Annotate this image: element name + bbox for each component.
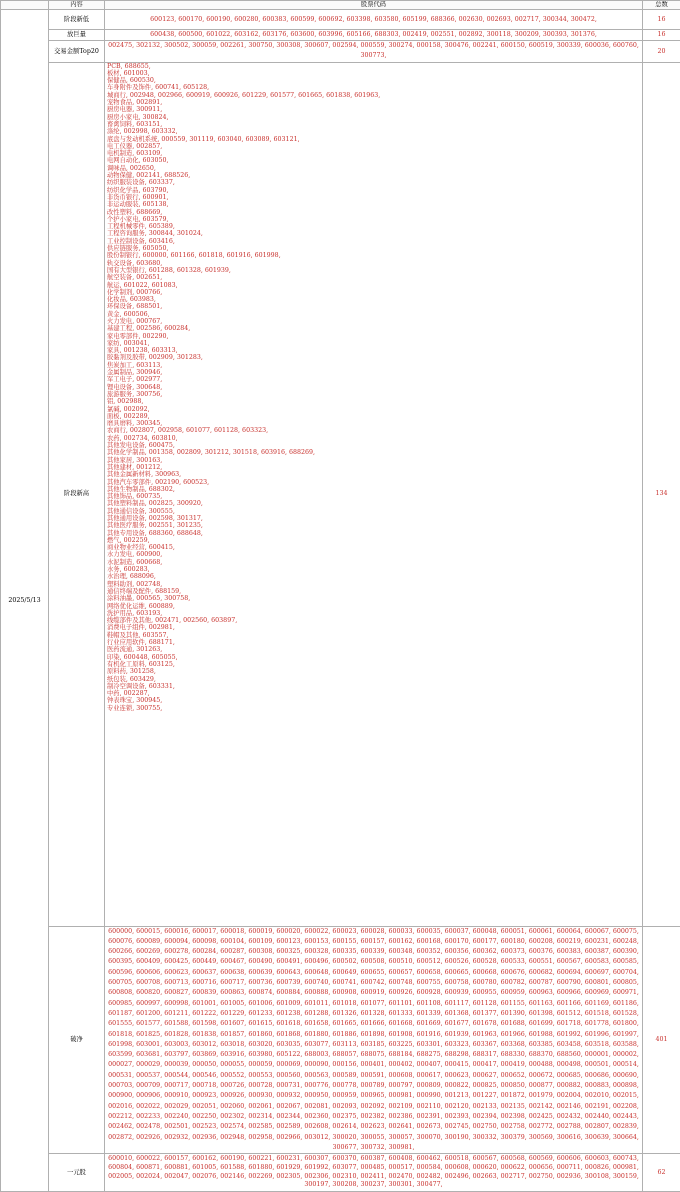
industry-line: 消费电子组件, 002981, [107, 624, 640, 631]
industry-line: 厨房小家电, 300824, [107, 114, 640, 121]
industry-line: 股份制银行, 600000, 601166, 601818, 601916, 601998, [107, 252, 640, 259]
industry-line: 供应链服务, 605050, [107, 245, 640, 252]
row-codes: 600438, 600500, 601022, 603162, 603176, 603600, 603996, 605166, 688303, 002419, 002551, 002892, 300118, 300209, 300393, 301376, [105, 30, 643, 41]
header-date [1, 1, 49, 10]
industry-line: 厨房电器, 300911, [107, 106, 640, 113]
industry-line: 水治理, 688096, [107, 573, 640, 580]
industry-line: 制冷空调设备, 603331, [107, 683, 640, 690]
industry-line: 鞋帽及其他, 603557, [107, 632, 640, 639]
industry-line: 家电零部件, 002290, [107, 333, 640, 340]
header-codes: 股票代码 [105, 1, 643, 10]
industry-line: 火力发电, 000767, [107, 318, 640, 325]
industry-line: 基建工程, 002586, 600284, [107, 325, 640, 332]
row-count: 16 [643, 30, 680, 41]
row-count: 134 [643, 62, 680, 926]
industry-line: 网络优化运维, 600889, [107, 603, 640, 610]
industry-line: 行业应用软件, 688171, [107, 639, 640, 646]
industry-line: 纸包装, 603429, [107, 676, 640, 683]
industry-line: 航运, 601022, 601083, [107, 282, 640, 289]
industry-line: 其他建材, 001212, [107, 464, 640, 471]
date-cell: 2025/5/13 [1, 10, 49, 1192]
industry-line: 其他金属新材料, 300963, [107, 471, 640, 478]
industry-line: 燃气, 002259, [107, 537, 640, 544]
industry-line: 锂电设备, 300648, [107, 384, 640, 391]
industry-line: 改性塑料, 688669, [107, 209, 640, 216]
industry-line: 胶黏剂及胶带, 002909, 301283, [107, 354, 640, 361]
industry-line: 专业连锁, 300755, [107, 705, 640, 712]
industry-line: 铝, 002988, [107, 398, 640, 405]
row-kind: 破净 [49, 926, 105, 1154]
industry-line: 印染, 600448, 605055, [107, 654, 640, 661]
industry-line: 通信终端及配件, 688159, [107, 588, 640, 595]
industry-line: 其他专用设备, 688360, 688648, [107, 530, 640, 537]
row-codes: 600123, 600170, 600190, 600280, 600383, 600599, 600692, 603398, 603580, 605199, 688366, 002630, 002693, 002717, 300344, 300472, [105, 10, 643, 30]
industry-line: 其他饰品, 600735, [107, 493, 640, 500]
industry-line: 工程咨询服务, 300844, 301024, [107, 230, 640, 237]
table-row [1, 30, 680, 41]
row-count: 20 [643, 41, 680, 63]
row-kind: 阶段新高 [49, 62, 105, 926]
industry-line: 纺织服装设备, 603337, [107, 179, 640, 186]
industry-line: 面板, 002289, [107, 413, 640, 420]
industry-line: 其他医疗服务, 002551, 301235, [107, 522, 640, 529]
industry-line: 氯碱, 002092, [107, 406, 640, 413]
row-kind: 交易金额Top20 [49, 41, 105, 63]
industry-line: 电机制造, 603109, [107, 150, 640, 157]
industry-line: 黄金, 600506, [107, 311, 640, 318]
industry-line: 城商行, 002948, 002966, 600919, 600926, 601229, 601577, 601665, 601838, 601963, [107, 92, 640, 99]
industry-line: 线缆部件及其他, 002471, 002560, 603897, [107, 617, 640, 624]
industry-line: 农药, 002734, 603810, [107, 435, 640, 442]
row-kind: 放巨量 [49, 30, 105, 41]
industry-line: 水务, 600283, [107, 566, 640, 573]
industry-line: 畜禽饲料, 603151, [107, 121, 640, 128]
industry-line: 车身附件及饰件, 600741, 605128, [107, 84, 640, 91]
row-kind: 阶段新低 [49, 10, 105, 30]
industry-line: 调味品, 002650, [107, 165, 640, 172]
industry-line: 其他发电设备, 600475, [107, 442, 640, 449]
industry-line: 农商行, 002807, 002958, 601077, 601128, 603323, [107, 427, 640, 434]
industry-line: 航空装备, 002651, [107, 274, 640, 281]
table-row [1, 1154, 680, 1192]
industry-line: 非运动服装, 605138, [107, 201, 640, 208]
table-row [1, 926, 680, 1154]
industry-line: 环保设备, 688501, [107, 303, 640, 310]
industry-line: PCB, 688655, [107, 63, 640, 70]
industry-line: 其他通信设备, 300555, [107, 508, 640, 515]
industry-line: 水力发电, 600900, [107, 551, 640, 558]
industry-line: 板材, 601003, [107, 70, 640, 77]
new-high-industry-list [105, 62, 643, 926]
industry-line: 工业控制设备, 603416, [107, 238, 640, 245]
industry-line: 其他化学制品, 001358, 002809, 301212, 301518, 603916, 688269, [107, 449, 640, 456]
industry-line: 其他通用设备, 002598, 301317, [107, 515, 640, 522]
industry-line: 塑料助剂, 002748, [107, 581, 640, 588]
industry-line: 旅游服务, 300756, [107, 391, 640, 398]
industry-line: 涂料油墨, 000565, 300758, [107, 595, 640, 602]
row-count: 401 [643, 926, 680, 1154]
industry-line: 纺织化学品, 603790, [107, 187, 640, 194]
industry-line: 家纺, 003041, [107, 340, 640, 347]
industry-line: 轨交设备, 603680, [107, 260, 640, 267]
industry-line: 其他生物制品, 688302, [107, 486, 640, 493]
industry-line: 其他家居, 300163, [107, 457, 640, 464]
industry-line: 磨具磨料, 300345, [107, 420, 640, 427]
industry-line: 原料药, 301258, [107, 668, 640, 675]
industry-line: 底盘与发动机系统, 000559, 301119, 603040, 603089, 603121, [107, 136, 640, 143]
industry-line: 有机化工原料, 603125, [107, 661, 640, 668]
industry-line: 个护小家电, 603579, [107, 216, 640, 223]
industry-line: 水泥制造, 600668, [107, 559, 640, 566]
table-row [1, 62, 680, 926]
header-row [1, 1, 680, 10]
row-count: 16 [643, 10, 680, 30]
industry-line: 军工电子, 002977, [107, 376, 640, 383]
industry-line: 家具, 001238, 603313, [107, 347, 640, 354]
industry-line: 宠物食品, 002891, [107, 99, 640, 106]
industry-line: 涤纶, 002998, 603332, [107, 128, 640, 135]
industry-line: 电工仪器, 002857, [107, 143, 640, 150]
row-count: 62 [643, 1154, 680, 1192]
industry-line: 电网自动化, 603050, [107, 157, 640, 164]
row-codes: 002475, 302132, 300502, 300059, 002261, 300750, 300308, 300607, 002594, 000559, 300274, 000158, 300476, 002241, 600150, 600519, 300339, 600036, 600760, 300773, [105, 41, 643, 63]
industry-line: 化妆品, 603983, [107, 296, 640, 303]
industry-line: 国有大型银行, 601288, 601328, 601939, [107, 267, 640, 274]
header-total: 总数 [643, 1, 680, 10]
industry-line: 其他汽车零部件, 002190, 600523, [107, 479, 640, 486]
industry-line: 工程机械零件, 605389, [107, 223, 640, 230]
row-codes: 600010, 600022, 600157, 600162, 600190, 600221, 600231, 600307, 600370, 600387, 600408, 600462, 600518, 600567, 600568, 600569, 600606, 600603, 600743, 600804, 600871, 600881, 601005, 601588, 601880, 601929, 601992, 603077, 000485, 000517, 000584, 000608, 000620, 000622, 000656, 000711, 000826, 000981, 002005, 002024, 002047, 002076, 002146, 002269, 002305, 002306, 002310, 002411, 002470, 002482, 002496, 002663, 002717, 002750, 002936, 300108, 300159, 300197, 300208, 300237, 300301, 300477, [105, 1154, 643, 1192]
industry-line: 钟表珠宝, 300945, [107, 697, 640, 704]
row-kind: 一元股 [49, 1154, 105, 1192]
industry-line: 商业物业经营, 600415, [107, 544, 640, 551]
industry-line: 保健品, 600530, [107, 77, 640, 84]
industry-line: 洗护用品, 603193, [107, 610, 640, 617]
header-content: 内容 [49, 1, 105, 10]
table-row [1, 41, 680, 63]
industry-line: 中药, 002287, [107, 690, 640, 697]
industry-line: 化学制剂, 000766, [107, 289, 640, 296]
industry-line: 医药流通, 301263, [107, 646, 640, 653]
industry-line: 其他塑料制品, 002825, 300920, [107, 500, 640, 507]
industry-line: 动物保健, 002141, 688526, [107, 172, 640, 179]
row-codes: 600000, 600015, 600016, 600017, 600018, 600019, 600020, 600022, 600023, 600028, 600033, 600035, 600037, 600048, 600051, 600061, 600064, 600067, 600075, 600076, 600089, 600094, 600098, 600104, 600109, 600123, 600153, 600155, 600157, 600162, 600168, 600170, 600177, 600180, 600208, 600219, 600231, 600248, 600266, 600269, 600278, 600284, 600287, 600308, 600325, 600328, 600335, 600339, 600348, 600352, 600356, 600362, 600373, 600376, 600383, 600387, 600390, 600395, 600409, 600425, 600449, 600467, 600490, 600491, 600496, 600502, 600508, 600510, 600512, 600526, 600528, 600533, 600551, 600567, 600583, 600585, 600596, 600606, 600623, 600637, 600638, 600639, 600643, 600648, 600649, 600655, 600657, 600658, 600665, 600668, 600676, 600682, 600694, 600697, 600704, 600705, 600708, 600713, 600716, 600717, 600736, 600739, 600740, 600741, 600742, 600748, 600755, 600758, 600780, 600782, 600787, 600790, 600801, 600805, 600808, 600820, 600827, 600839, 600863, 600874, 600884, 600888, 600908, 600919, 600926, 600928, 600939, 600955, 600959, 600963, 600966, 600969, 600971, 600985, 600997, 600998, 601001, 601005, 601006, 601009, 601011, 601018, 601077, 601101, 601108, 601117, 601128, 601155, 601163, 601166, 601169, 601186, 601187, 601200, 601211, 601222, 601229, 601233, 601238, 601288, 601326, 601328, 601333, 601339, 601368, 601377, 601390, 601398, 601512, 601518, 601528, 601555, 601577, 601588, 601598, 601607, 601615, 601618, 601658, 601665, 601666, 601668, 601669, 601677, 601678, 601688, 601699, 601718, 601778, 601800, 601818, 601825, 601828, 601838, 601857, 601860, 601868, 601880, 601886, 601898, 601908, 601916, 601939, 601963, 601966, 601988, 601992, 601996, 601997, 601998, 603001, 603003, 603012, 603018, 603020, 603035, 603077, 603113, 603185, 603225, 603301, 603323, 603367, 603368, 603385, 603458, 603518, 603588, 603599, 603681, 603797, 603869, 603916, 603980, 605122, 688003, 688057, 688075, 688184, 688275, 688298, 688317, 688330, 688370, 688560, 000001, 000002, 000027, 000029, 000039, 000050, 000055, 000059, 000069, 000090, 000156, 000401, 000402, 000407, 000415, 000417, 000419, 000488, 000498, 000501, 000514, 000531, 000537, 000544, 000546, 000552, 000553, 000560, 000563, 000589, 000591, 000608, 000617, 000623, 000627, 000652, 000672, 000685, 000686, 000690, 000703, 000709, 000717, 000718, 000726, 000728, 000731, 000776, 000778, 000789, 000797, 000809, 000822, 000825, 000850, 000877, 000882, 000883, 000898, 000900, 000906, 000910, 000923, 000926, 000930, 000932, 000950, 000959, 000965, 000981, 000990, 001213, 001227, 001872, 001979, 002004, 002010, 002015, 002016, 002022, 002029, 002051, 002060, 002061, 002067, 002081, 002093, 002092, 002109, 002110, 002120, 002133, 002135, 002142, 002146, 002191, 002208, 002212, 002233, 002240, 002250, 002302, 002314, 002344, 002360, 002375, 002382, 002386, 002391, 002393, 002394, 002398, 002425, 002432, 002440, 002443, 002462, 002478, 002501, 002523, 002574, 002585, 002589, 002608, 002614, 002623, 002641, 002673, 002745, 002750, 002758, 002772, 002788, 002807, 002839, 002872, 002926, 002932, 002936, 002948, 002958, 002966, 003012, 300020, 300055, 300057, 300070, 300190, 300332, 300379, 300569, 300616, 300639, 300664, 300677, 300732, 300981, [105, 926, 643, 1154]
industry-line: 焦炭加工, 603113, [107, 362, 640, 369]
table-row [1, 10, 680, 30]
industry-line: 金属制品, 300946, [107, 369, 640, 376]
industry-line: 非货币银行, 600901, [107, 194, 640, 201]
